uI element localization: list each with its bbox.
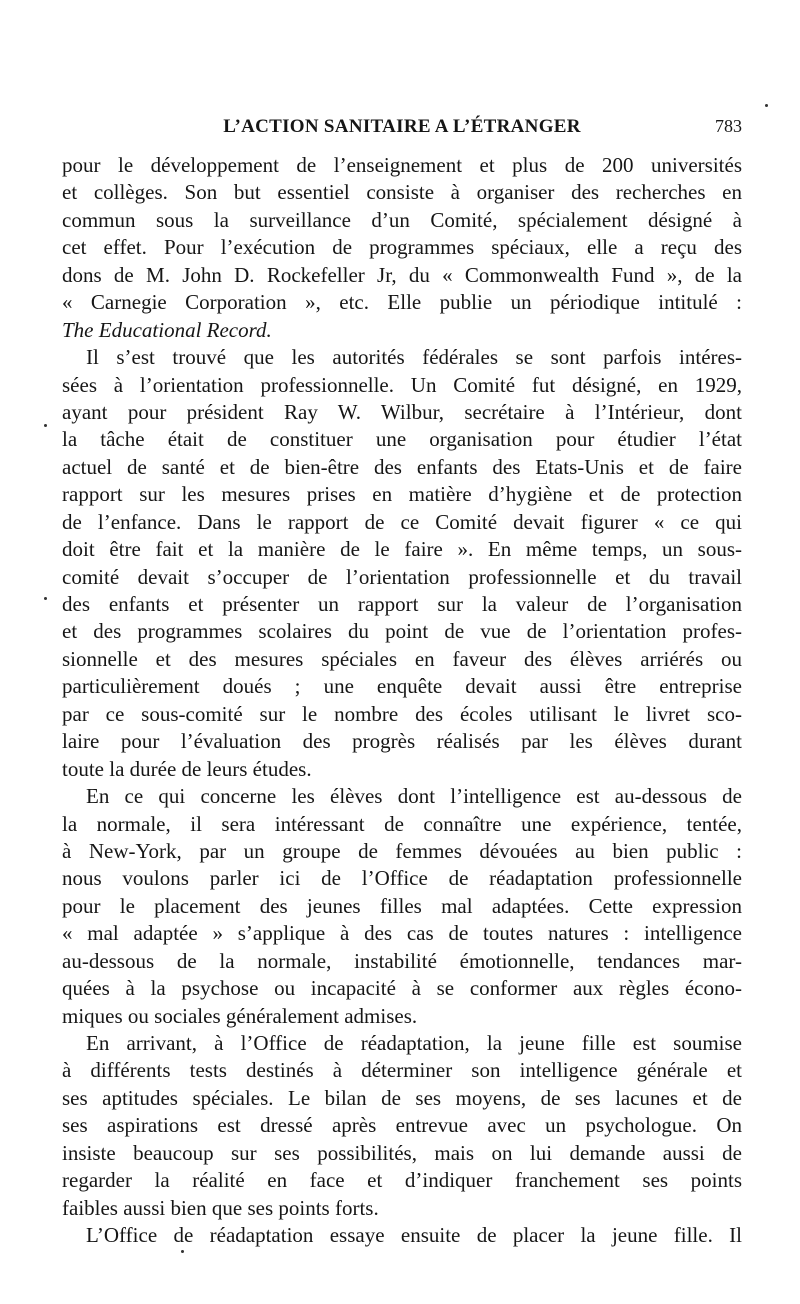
text-line: toute la durée de leurs études. xyxy=(62,756,312,781)
text-line: sionnelle et des mesures spéciales en faveur des élèves arriérés ou xyxy=(62,646,742,671)
text-line: ses aptitudes spéciales. Le bilan de ses moyens, de ses lacunes et de xyxy=(62,1085,742,1110)
text-line: pour le développement de l’enseignement et plus de 200 universités xyxy=(62,153,742,177)
body-text xyxy=(62,152,742,1250)
text-line: Il s’est trouvé que les autorités fédérales se sont parfois intéres- xyxy=(86,345,742,370)
periodical-title: The Educational Record. xyxy=(62,317,272,342)
text-line: la normale, il sera intéressant de connaître une expérience, tentée, xyxy=(62,811,742,836)
text-line: ses aspirations est dressé après entrevue avec un psychologue. On xyxy=(62,1113,742,1138)
text-line: comité devait s’occuper de l’orientation professionnelle et du travail xyxy=(62,564,742,589)
text-line: commun sous la surveillance d’un Comité, spécialement désigné à xyxy=(62,207,742,232)
text-line: En arrivant, à l’Office de réadaptation, la jeune fille est soumise xyxy=(86,1031,742,1055)
text-line: au-dessous de la normale, instabilité émotionnelle, tendances mar- xyxy=(62,948,742,973)
text-line: à différents tests destinés à déterminer son intelligence générale et xyxy=(62,1058,742,1083)
running-head xyxy=(62,110,742,140)
text-line: rapport sur les mesures prises en matière d’hygiène et de protection xyxy=(62,482,742,507)
text-line: ayant pour président Ray W. Wilbur, secrétaire à l’Intérieur, dont xyxy=(62,399,742,424)
text-line: laire pour l’évaluation des progrès réalisés par les élèves durant xyxy=(62,729,742,754)
text-line: regarder la réalité en face et d’indiquer franchement ses points xyxy=(62,1168,742,1193)
text-line: nous voulons parler ici de l’Office de réadaptation professionnelle xyxy=(62,866,742,891)
page-number: 783 xyxy=(715,116,742,136)
text-line: par ce sous-comité sur le nombre des écoles utilisant le livret sco- xyxy=(62,701,742,726)
scan-speck xyxy=(44,424,47,427)
running-title: L’ACTION SANITAIRE A L’ÉTRANGER xyxy=(223,116,581,137)
text-line: « mal adaptée » s’applique à des cas de toutes natures : intelligence xyxy=(62,921,742,946)
text-line: doit être fait et la manière de le faire ». En même temps, un sous- xyxy=(62,537,742,562)
text-line: L’Office de réadaptation essaye ensuite de placer la jeune fille. Il xyxy=(86,1223,742,1248)
text-line: faibles aussi bien que ses points forts. xyxy=(62,1195,379,1220)
scan-speck xyxy=(765,104,768,107)
text-line: quées à la psychose ou incapacité à se conformer aux règles écono- xyxy=(62,976,742,1001)
text-line: actuel de santé et de bien-être des enfants des Etats-Unis et de faire xyxy=(62,454,742,479)
text-line: dons de M. John D. Rockefeller Jr, du « Commonwealth Fund », de la xyxy=(62,262,742,287)
text-line: pour le placement des jeunes filles mal adaptées. Cette expression xyxy=(62,893,742,918)
text-line: de l’enfance. Dans le rapport de ce Comité devait figurer « ce qui xyxy=(62,509,742,534)
text-line: particulièrement doués ; une enquête devait aussi être entreprise xyxy=(62,674,742,699)
text-line: des enfants et présenter un rapport sur la valeur de l’organisation xyxy=(62,592,742,616)
text-line: la tâche était de constituer une organisation pour étudier l’état xyxy=(62,427,742,452)
scan-speck xyxy=(44,597,47,600)
text-line: et collèges. Son but essentiel consiste à organiser des recherches en xyxy=(62,180,742,205)
text-line: sées à l’orientation professionnelle. Un Comité fut désigné, en 1929, xyxy=(62,372,742,397)
text-line: insiste beaucoup sur ses possibilités, mais on lui demande aussi de xyxy=(62,1140,742,1165)
text-line: à New-York, par un groupe de femmes dévouées au bien public : xyxy=(62,838,742,863)
text-line: cet effet. Pour l’exécution de programmes spéciaux, elle a reçu des xyxy=(62,235,742,260)
text-line: et des programmes scolaires du point de vue de l’orientation profes- xyxy=(62,619,742,644)
text-line: « Carnegie Corporation », etc. Elle publie un périodique intitulé : xyxy=(62,290,742,315)
text-line: miques ou sociales généralement admises. xyxy=(62,1003,418,1028)
text-line: En ce qui concerne les élèves dont l’intelligence est au-dessous de xyxy=(86,784,742,809)
scan-speck xyxy=(181,1250,184,1253)
